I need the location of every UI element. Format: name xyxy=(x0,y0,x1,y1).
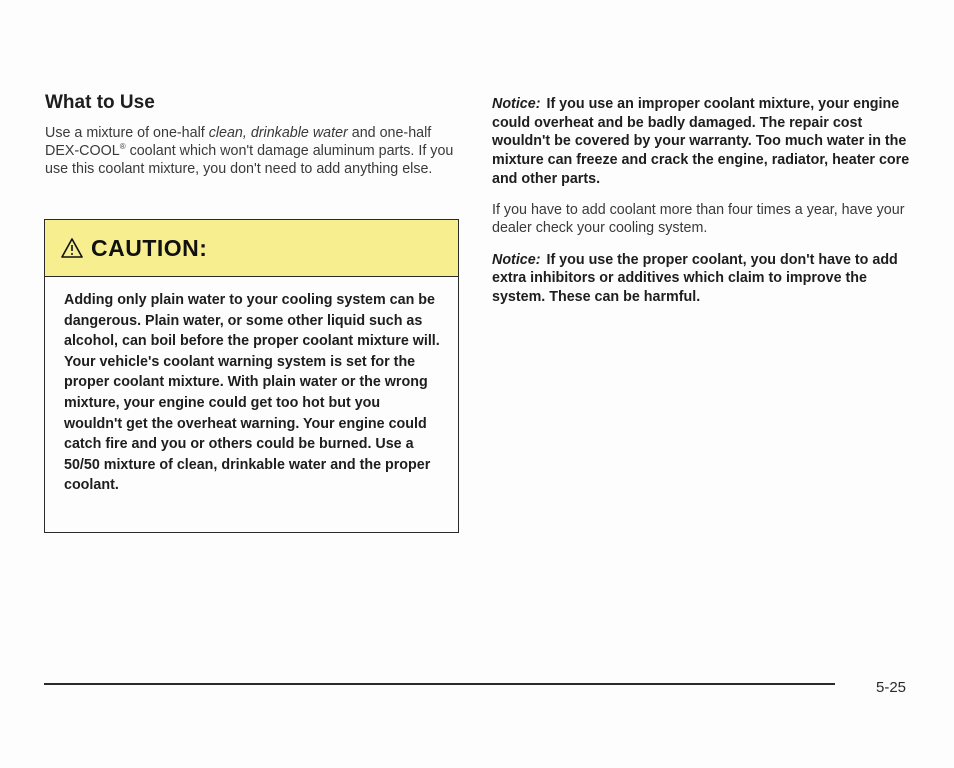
notice-additives xyxy=(492,251,917,307)
intro-italic-text: clean, drinkable water xyxy=(208,125,348,141)
section-heading: What to Use xyxy=(45,92,155,113)
caution-text: Adding only plain water to your cooling system can be dangerous. Plain water, or some other liquid such as alcohol, can boil before the proper coolant mixture will. Your vehicle's coolant warning system is set for the proper coolant mixture. With plain water or the wrong mixture, your engine could get too hot but you wouldn't get the overheat warning. Your engine could catch fire and you or others could be burned. Use a 50/50 mixture of clean, drinkable water and the proper coolant. xyxy=(64,292,440,494)
caution-box xyxy=(44,219,459,533)
caution-header xyxy=(45,220,458,277)
page-number: 5-25 xyxy=(876,679,907,696)
notice-overheat xyxy=(492,95,917,189)
notice-text: If you use an improper coolant mixture, your engine could overheat and be badly damaged. The repair cost wouldn't be covered by your warranty. Too much water in the mixture can freeze and crack the engine, radiator, heater core and other parts. xyxy=(492,96,910,187)
notice-text: If you use the proper coolant, you don't have to add extra inhibitors or additives which claim to improve the system. These can be harmful. xyxy=(492,251,898,305)
intro-text-1: Use a mixture of one-half xyxy=(45,125,209,141)
footer-rule xyxy=(44,683,835,685)
intro-text-3: coolant which won't damage aluminum parts. If you use this coolant mixture, you don't need to add anything else. xyxy=(45,143,454,177)
left-column xyxy=(45,92,460,178)
intro-text-2: and one-half DEX-COOL xyxy=(45,125,432,159)
intro-paragraph xyxy=(45,124,460,178)
coolant-frequency-paragraph: If you have to add coolant more than four times a year, have your dealer check your cooling system. xyxy=(492,201,905,236)
notice-label: Notice: xyxy=(492,251,541,268)
caution-title: CAUTION: xyxy=(91,234,208,261)
registered-mark: ® xyxy=(119,142,126,152)
right-column xyxy=(492,95,917,319)
warning-triangle-icon xyxy=(61,237,83,259)
notice-label: Notice: xyxy=(492,96,541,112)
